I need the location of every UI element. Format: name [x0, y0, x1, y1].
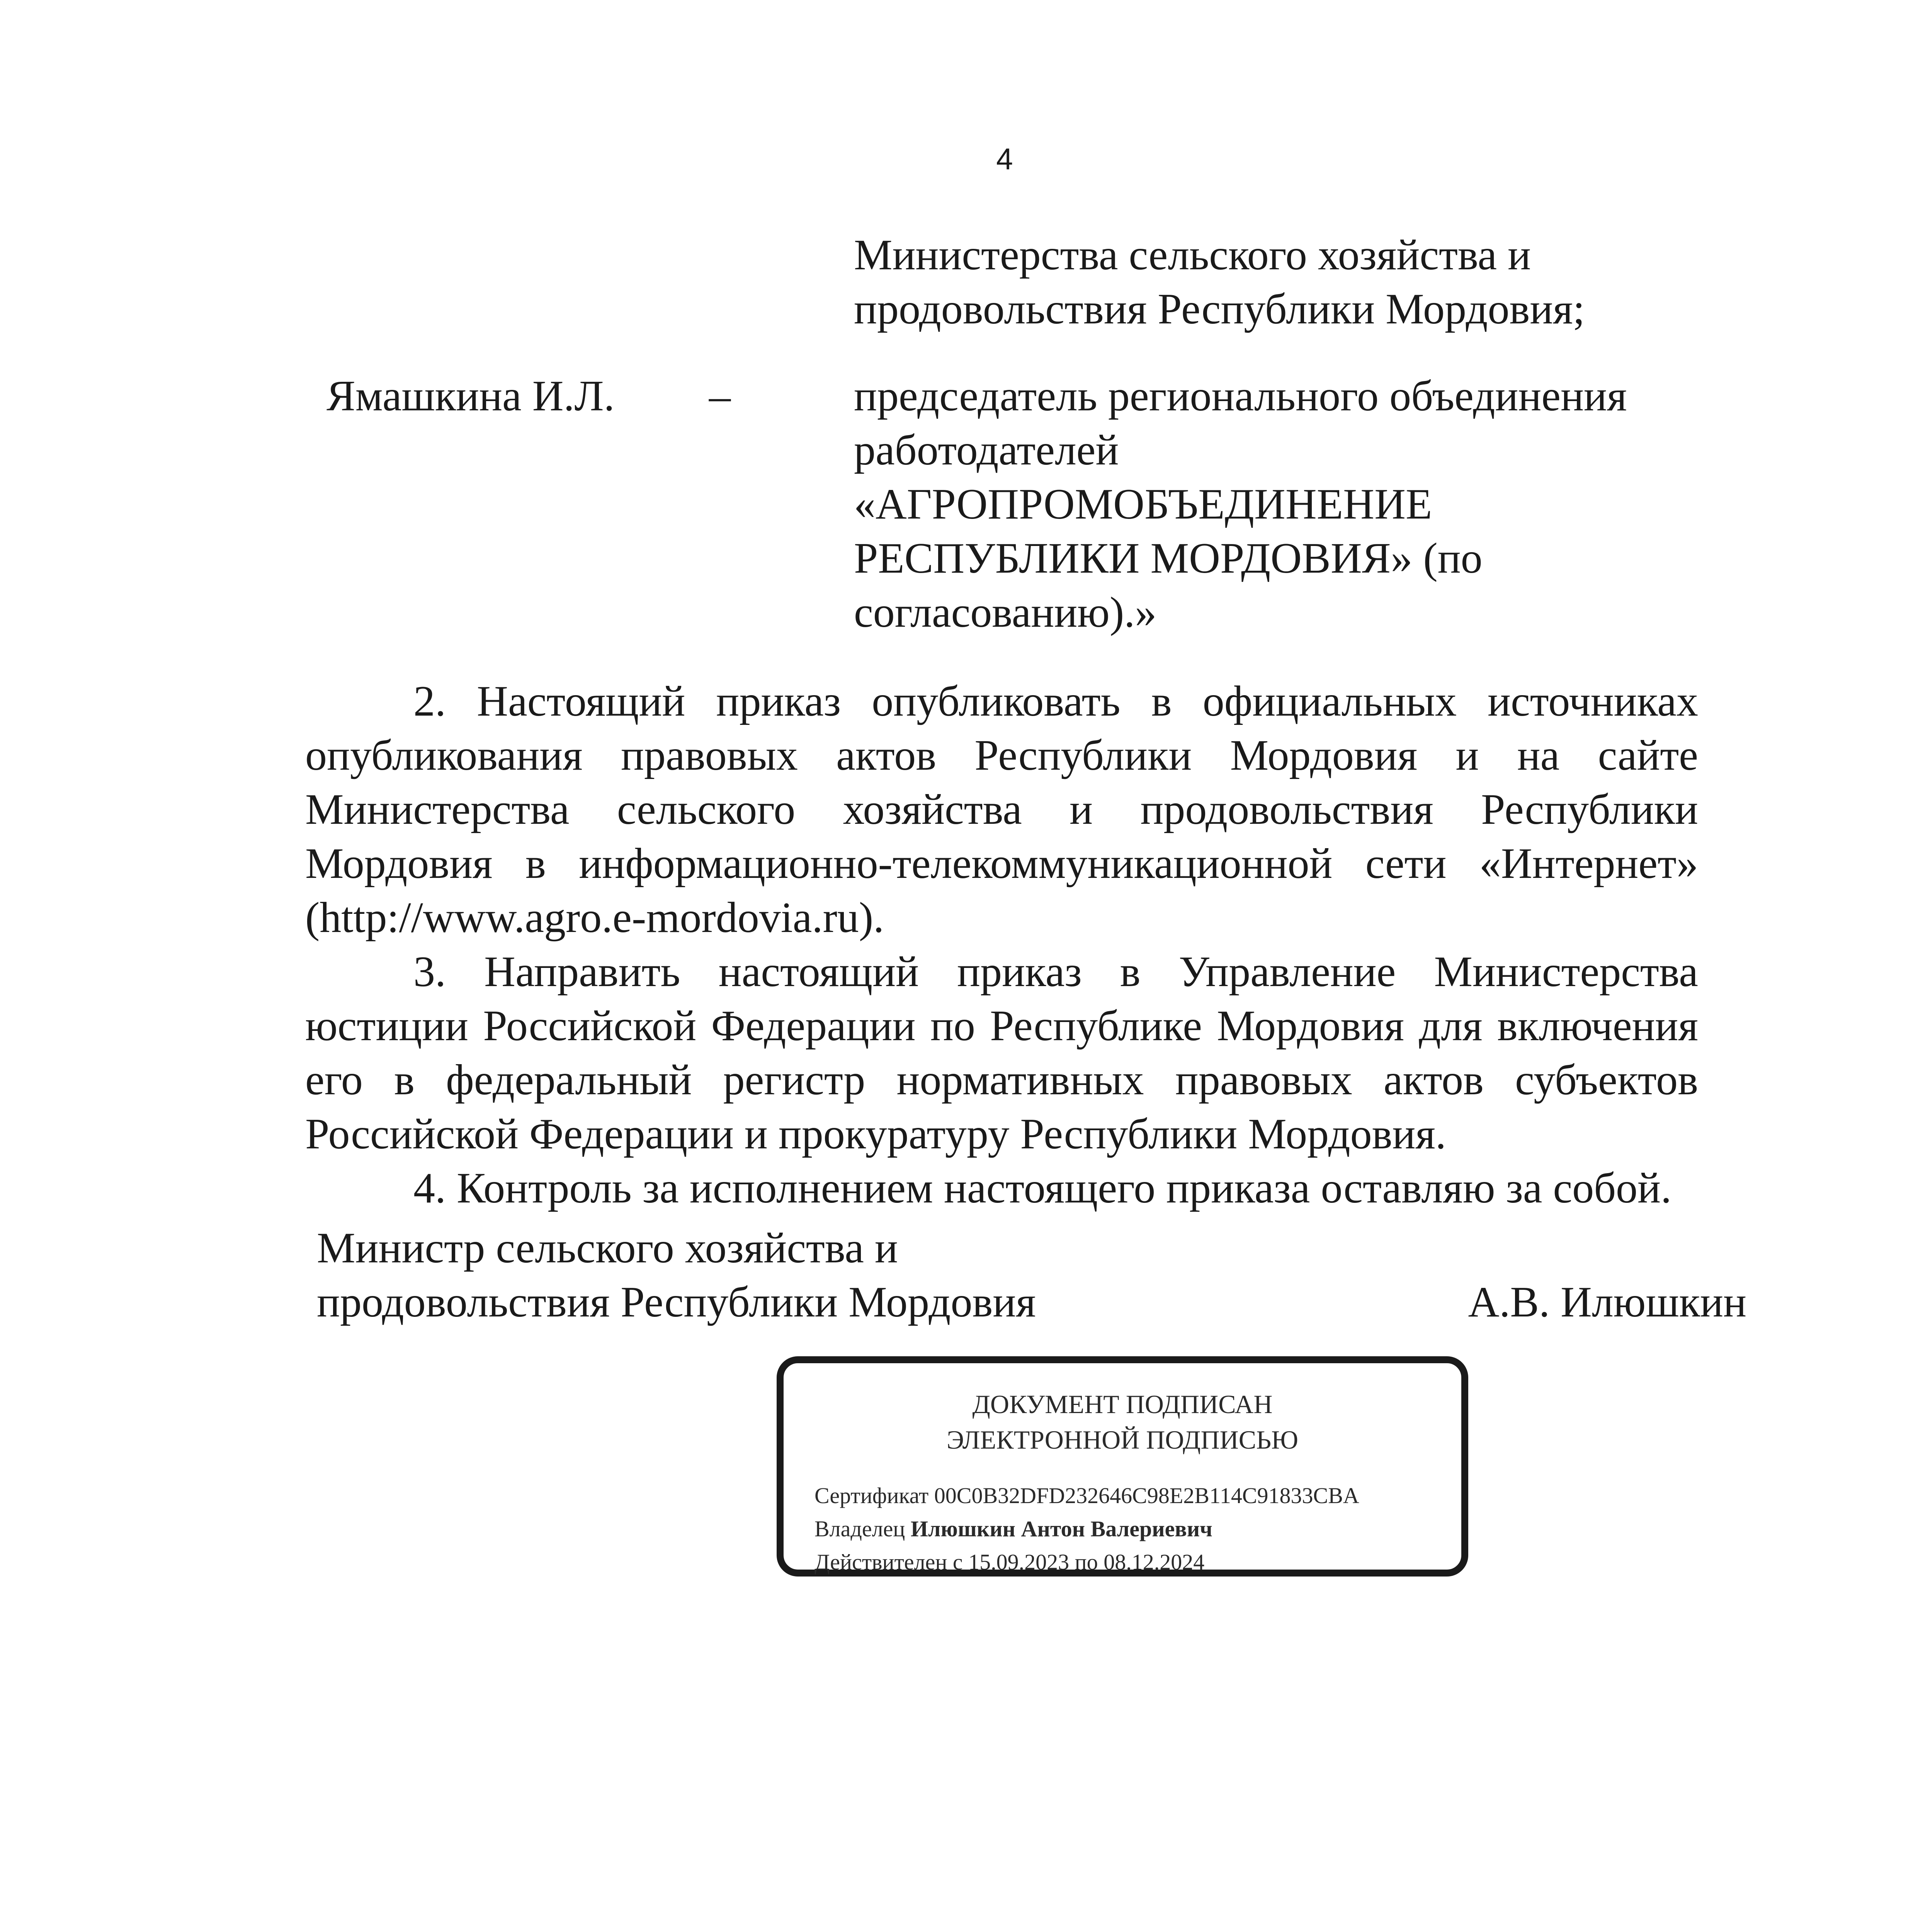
electronic-signature-stamp: [777, 1356, 1468, 1577]
page-number: 4: [996, 142, 1013, 176]
stamp-title-line-1: ДОКУМЕНТ ПОДПИСАН: [972, 1389, 1273, 1419]
signatory-title-line-2: продовольствия Республики Мордовия: [317, 1278, 1036, 1326]
stamp-owner-label: Владелец: [814, 1516, 905, 1541]
stamp-certificate: [814, 1479, 1359, 1512]
member-name: Ямашкина И.Л.: [326, 372, 615, 420]
paragraph-2: 2. Настоящий приказ опубликовать в официальных источниках опубликования правовых актов Республики Мордовия и на сайте Министерства сельского хозяйства и продовольствия Республики Мордовия в информационно-телекоммуникационной сети «Интернет» (http://www.agro.e-mordovia.ru).: [305, 677, 1698, 942]
paragraph-3: 3. Направить настоящий приказ в Управление Министерства юстиции Российской Федерации по Республике Мордовия для включения его в федеральный регистр нормативных правовых актов субъектов Российской Федерации и прокуратуру Республики Мордовия.: [305, 948, 1698, 1158]
stamp-details: [814, 1479, 1359, 1579]
stamp-title-line-2: ЭЛЕКТРОННОЙ ПОДПИСЬЮ: [946, 1425, 1299, 1454]
member-desc-line-2: работодателей: [854, 426, 1119, 474]
member-dash: –: [709, 372, 731, 420]
stamp-certificate-label: Сертификат: [814, 1483, 929, 1508]
stamp-validity-label: Действителен: [814, 1549, 947, 1575]
stamp-validity: [814, 1546, 1359, 1579]
stamp-valid-from: 15.09.2023: [968, 1549, 1070, 1575]
member-description: [854, 369, 1723, 639]
stamp-valid-from-label: с: [952, 1549, 963, 1575]
continuation-text: [854, 228, 1743, 336]
continuation-line-1: Министерства сельского хозяйства и: [854, 231, 1531, 279]
stamp-certificate-value: 00C0B32DFD232646C98E2B114C91833CBA: [934, 1483, 1359, 1508]
stamp-valid-to-label: по: [1075, 1549, 1098, 1575]
order-paragraphs: [305, 674, 1698, 1215]
paragraph-4: 4. Контроль за исполнением настоящего приказа оставляю за собой.: [413, 1164, 1672, 1212]
signatory-title-line-1: Министр сельского хозяйства и: [317, 1224, 898, 1272]
continuation-line-2: продовольствия Республики Мордовия;: [854, 285, 1585, 333]
stamp-owner: [814, 1512, 1359, 1546]
signatory-name: А.В. Илюшкин: [1468, 1278, 1746, 1326]
member-desc-line-1: председатель регионального объединения: [854, 372, 1627, 420]
signature-block: [317, 1221, 1746, 1329]
stamp-owner-value: Илюшкин Антон Валериевич: [910, 1516, 1212, 1541]
member-desc-line-5: согласованию).»: [854, 588, 1157, 636]
stamp-valid-to: 08.12.2024: [1104, 1549, 1205, 1575]
stamp-title: [784, 1386, 1461, 1458]
member-desc-line-3: «АГРОПРОМОБЪЕДИНЕНИЕ: [854, 480, 1432, 528]
member-desc-line-4: РЕСПУБЛИКИ МОРДОВИЯ» (по: [854, 534, 1483, 582]
